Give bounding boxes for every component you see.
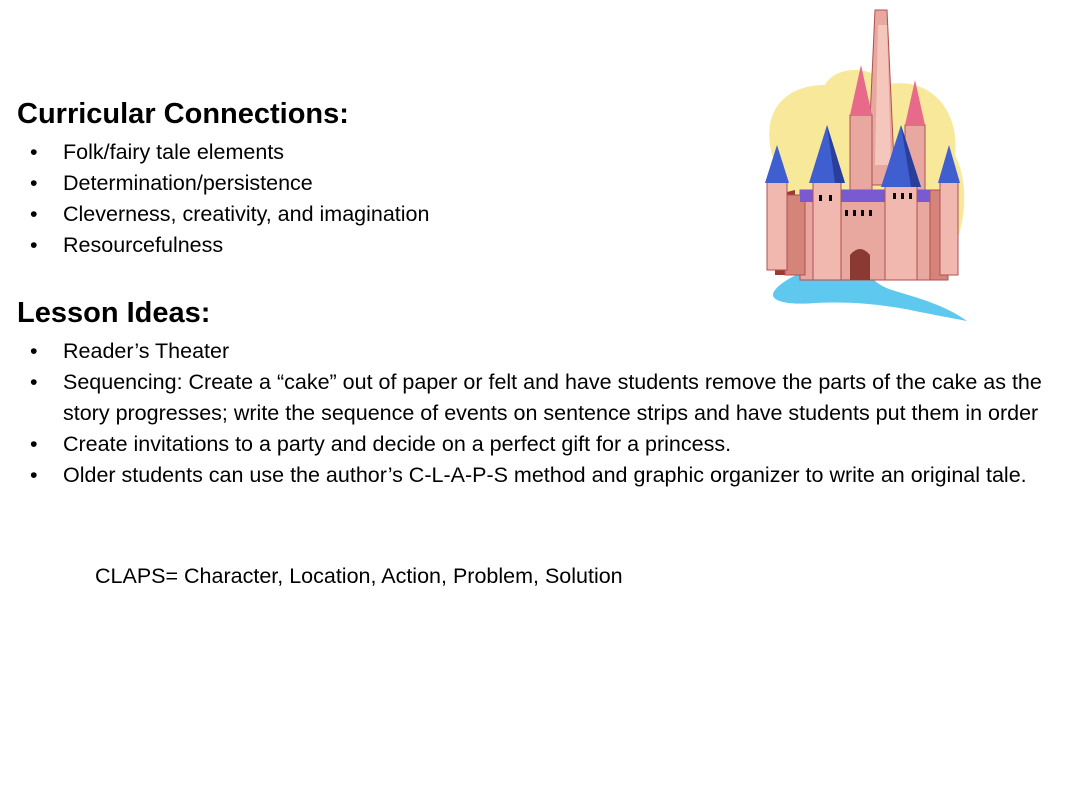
- curricular-connections-heading: Curricular Connections:: [17, 98, 349, 130]
- claps-definition: CLAPS= Character, Location, Action, Problem, Solution: [95, 564, 623, 588]
- lesson-ideas-list: [30, 336, 1060, 491]
- list-item: • Folk/fairy tale elements: [30, 137, 429, 168]
- list-item: • Resourcefulness: [30, 230, 429, 261]
- curricular-connections-list: [30, 137, 429, 261]
- list-item: • Sequencing: Create a “cake” out of paper or felt and have students remove the parts of the cake as the story progresses; write the sequence of events on sentence strips and have students put them in order: [30, 367, 1060, 429]
- list-item: • Older students can use the author’s C-L-A-P-S method and graphic organizer to write an original tale.: [30, 460, 1060, 491]
- list-item: • Create invitations to a party and decide on a perfect gift for a princess.: [30, 429, 1060, 460]
- lesson-ideas-heading: Lesson Ideas:: [17, 297, 211, 329]
- list-item: • Reader’s Theater: [30, 336, 1060, 367]
- castle-illustration: [745, 5, 975, 330]
- list-item: • Cleverness, creativity, and imagination: [30, 199, 429, 230]
- list-item: • Determination/persistence: [30, 168, 429, 199]
